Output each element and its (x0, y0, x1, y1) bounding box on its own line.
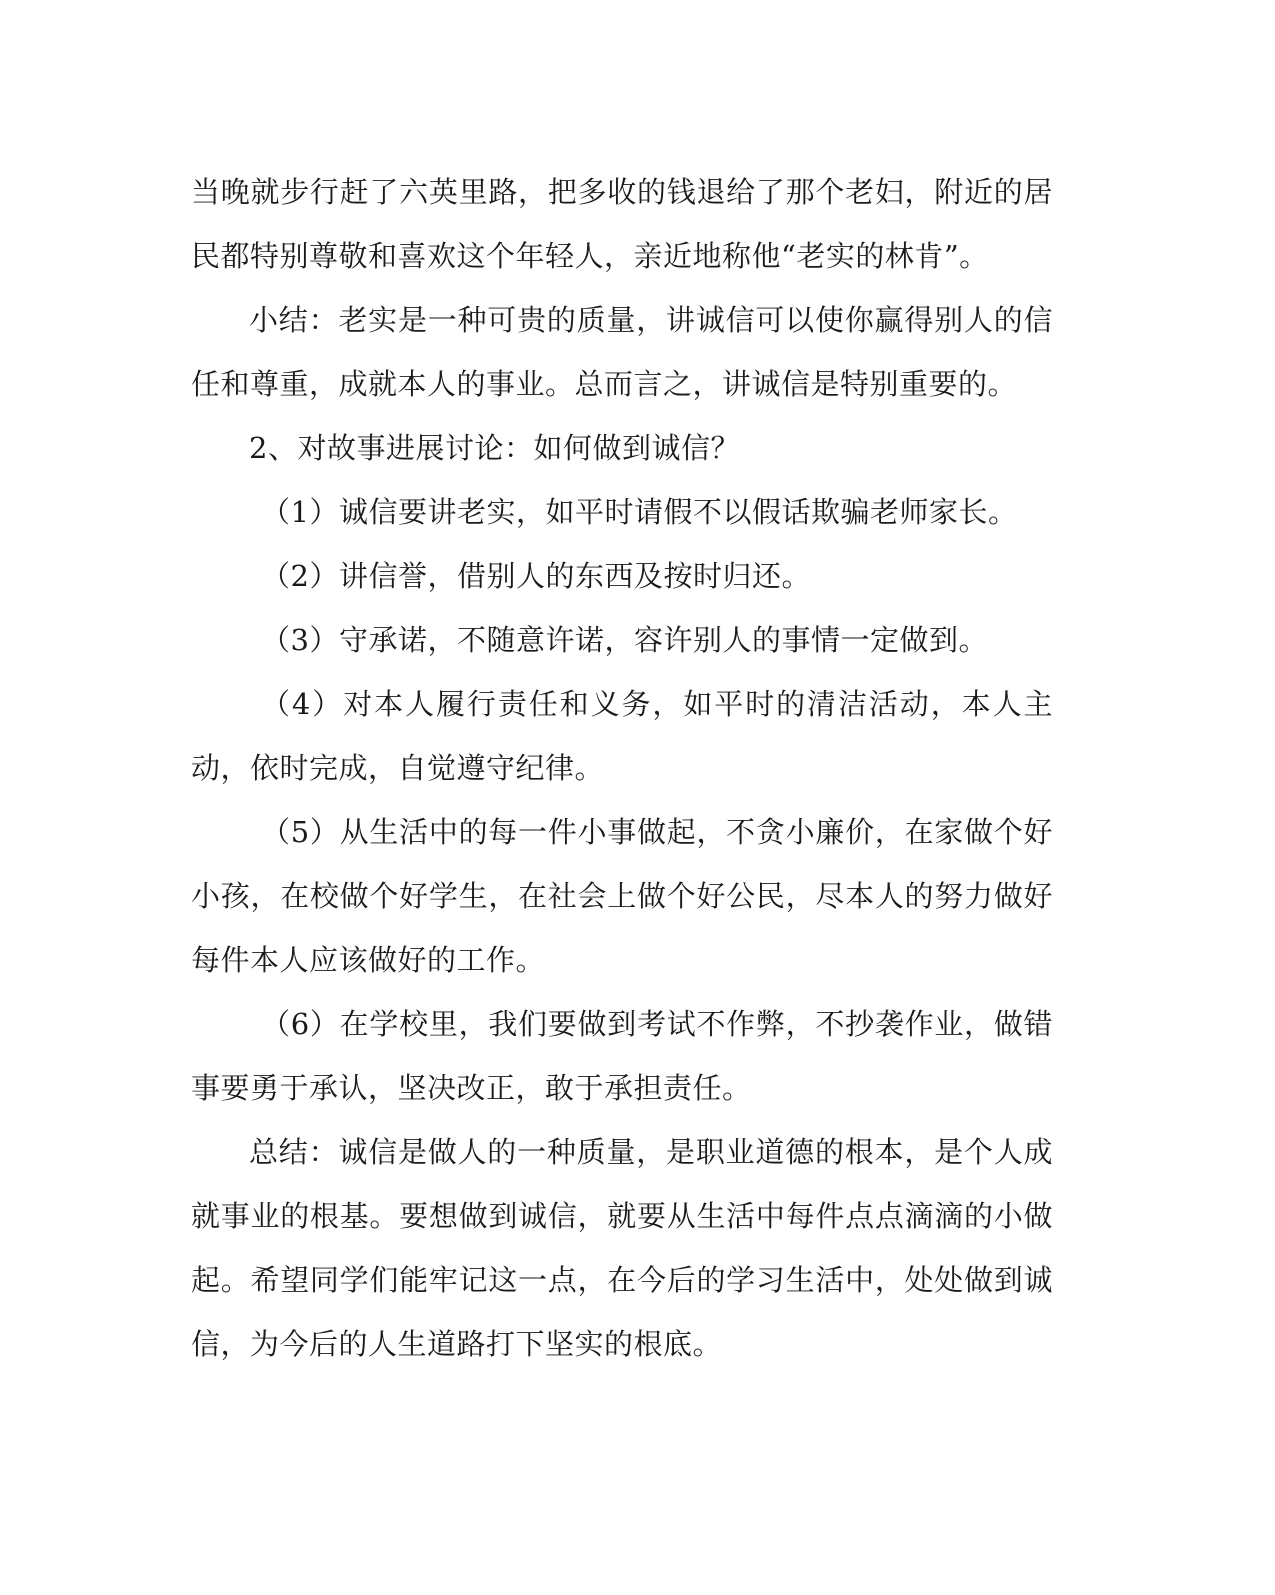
paragraph-lincoln-story-end: 当晚就步行赶了六英里路，把多收的钱退给了那个老妇，附近的居民都特别尊敬和喜欢这个年轻人，亲近地称他“老实的林肯”。 (191, 175, 1053, 273)
document-body (191, 160, 1053, 1376)
paragraph-point-5: （5）从生活中的每一件小事做起，不贪小廉价，在家做个好小孩，在校做个好学生，在社会上做个好公民，尽本人的努力做好每件本人应该做好的工作。 (191, 815, 1053, 977)
paragraph-point-6: （6）在学校里，我们要做到考试不作弊，不抄袭作业，做错事要勇于承认，坚决改正，敢于承担责任。 (191, 1007, 1053, 1105)
paragraph-conclusion: 总结：诚信是做人的一种质量，是职业道德的根本，是个人成就事业的根基。要想做到诚信，就要从生活中每件点点滴滴的小做起。希望同学们能牢记这一点，在今后的学习生活中，处处做到诚信，为今后的人生道路打下坚实的根底。 (191, 1135, 1053, 1361)
paragraph-point-1: （1）诚信要讲老实，如平时请假不以假话欺骗老师家长。 (261, 495, 1018, 529)
paragraph-summary-honesty: 小结：老实是一种可贵的质量，讲诚信可以使你赢得别人的信任和尊重，成就本人的事业。总而言之，讲诚信是特别重要的。 (191, 303, 1053, 401)
paragraph-point-4: （4）对本人履行责任和义务，如平时的清洁活动，本人主动，依时完成，自觉遵守纪律。 (191, 687, 1053, 785)
paragraph-point-2: （2）讲信誉，借别人的东西及按时归还。 (261, 559, 811, 593)
paragraph-discussion-heading: 2、对故事进展讨论：如何做到诚信？ (249, 431, 740, 465)
paragraph-point-3: （3）守承诺，不随意许诺，容许别人的事情一定做到。 (261, 623, 988, 657)
